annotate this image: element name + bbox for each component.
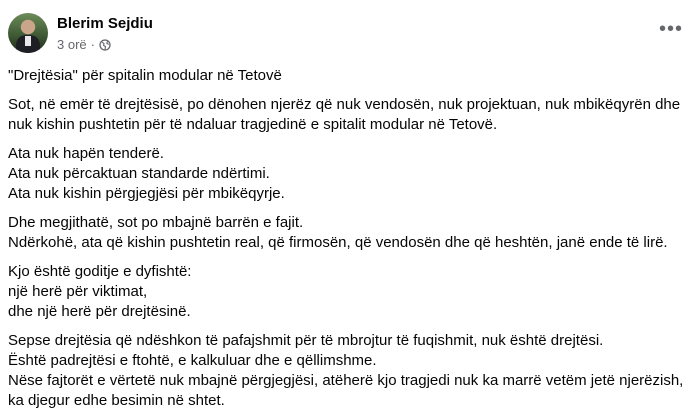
author-name[interactable]: Blerim Sejdiu: [57, 15, 153, 32]
globe-icon[interactable]: [99, 39, 111, 51]
more-options-button[interactable]: •••: [658, 18, 683, 40]
meta-separator: ·: [90, 37, 95, 52]
post-paragraph: Dhe megjithatë, sot po mbajnë barrën e fajit. Ndërkohë, ata që kishin pushtetin real, që firmosën, që vendosën dhe që heshtën, janë ende të lirë.: [8, 214, 668, 251]
post-paragraph: Sepse drejtësia që ndëshkon të pafajshmit për të mbrojtur të fuqishmit, nuk është drejtësi. Është padrejtësi e ftohtë, e kalkuluar dhe e qëllimshme. Nëse fajtorët e vërtetë nuk mbajnë përgjegjësi, atëherë kjo tragjedi nuk ka marrë vetëm jetë njerëzish, ka djegur edhe besimin në shtet.: [8, 332, 684, 409]
post-paragraph: Ata nuk hapën tenderë. Ata nuk përcaktuan standarde ndërtimi. Ata nuk kishin përgjegjësi për mbikëqyrje.: [8, 145, 285, 202]
avatar-shirt-shape: [25, 36, 31, 46]
post-paragraph: Kjo është goditje e dyfishtë: një herë për viktimat, dhe një herë për drejtësinë.: [8, 263, 192, 320]
post-paragraph: Sot, në emër të drejtësisë, po dënohen njerëz që nuk vendosën, nuk projektuan, nuk mbikëqyrën dhe nuk kishin pushtetin për të ndaluar tragjedinë e spitalit modular në Tetovë.: [8, 96, 681, 133]
post-content: [8, 66, 688, 420]
post-title-paragraph: "Drejtësia" për spitalin modular në Tetovë: [8, 67, 282, 84]
post-header: [8, 13, 688, 57]
author-avatar[interactable]: [8, 13, 48, 53]
post-meta: [57, 37, 111, 52]
post-time[interactable]: 3 orë: [57, 37, 87, 52]
